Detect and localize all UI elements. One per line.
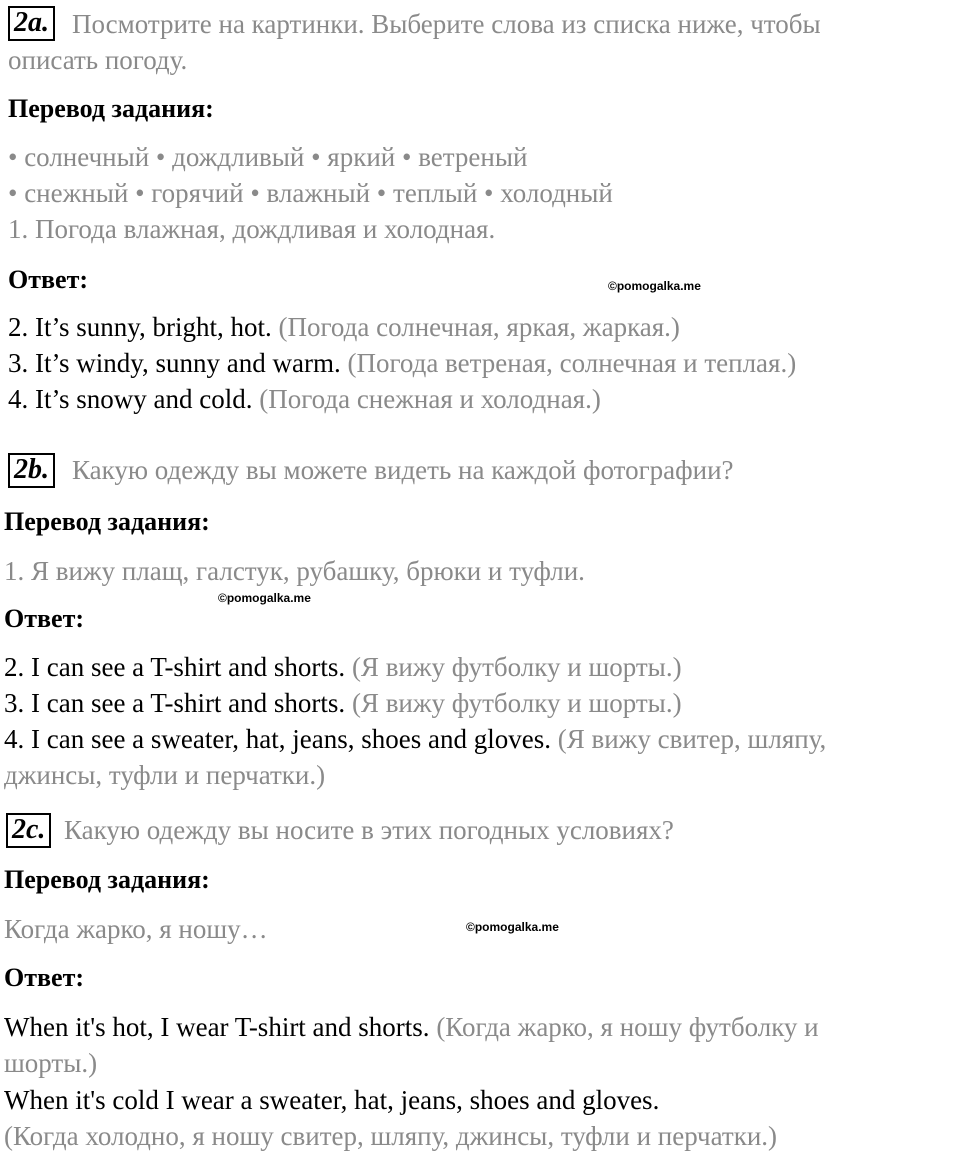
answer-2b-item	[4, 651, 682, 683]
answer-2c-cold-russian: (Когда холодно, я ношу свитер, шляпу, джинсы, туфли и перчатки.)	[4, 1121, 778, 1151]
answer-2c-hot-russian-continued: шорты.)	[4, 1048, 98, 1078]
answer-2a-english: 3. It’s windy, sunny and warm.	[8, 348, 341, 378]
word-list-line1: • солнечный • дождливый • яркий • ветреный	[8, 142, 528, 172]
task-2a-text-line2: описать погоду.	[8, 45, 188, 75]
task-2b-text: Какую одежду вы можете видеть на каждой фотографии?	[72, 455, 734, 485]
answer-2c-hot-english: When it's hot, I wear T-shirt and shorts.	[4, 1012, 430, 1042]
watermark-2b: ©pomogalka.me	[218, 591, 311, 605]
task-2a-text-line1: Посмотрите на картинки. Выберите слова из списка ниже, чтобы	[72, 9, 821, 39]
answer-heading-2b: Ответ:	[4, 604, 85, 633]
answer-2b-russian: (Я вижу футболку и шорты.)	[351, 688, 682, 718]
translation-heading-2c: Перевод задания:	[4, 865, 210, 894]
answer-2a-english: 4. It’s snowy and cold.	[8, 384, 253, 414]
answer-2a-item	[8, 347, 796, 379]
answer-2a-russian: (Погода солнечная, яркая, жаркая.)	[278, 312, 680, 342]
answer-2b-russian: (Я вижу футболку и шорты.)	[351, 652, 682, 682]
task-number-2b: 2b.	[8, 453, 55, 488]
answer-2b-item	[4, 687, 682, 719]
task-2c-text: Какую одежду вы носите в этих погодных условиях?	[64, 815, 674, 845]
task-number-2a: 2a.	[8, 6, 55, 41]
answer-2b-russian: (Я вижу свитер, шляпу,	[557, 724, 827, 754]
answer-heading-2c: Ответ:	[4, 963, 85, 992]
example-2a: 1. Погода влажная, дождливая и холодная.	[8, 214, 496, 244]
word-list-line2: • снежный • горячий • влажный • теплый • холодный	[8, 178, 613, 208]
answer-2b-russian-continued: джинсы, туфли и перчатки.)	[4, 760, 326, 790]
answer-2a-russian: (Погода снежная и холодная.)	[259, 384, 601, 414]
watermark-2a: ©pomogalka.me	[608, 279, 701, 293]
answer-2a-item	[8, 383, 601, 415]
answer-2b-english: 3. I can see a T-shirt and shorts.	[4, 688, 346, 718]
translation-heading-2a: Перевод задания:	[8, 94, 214, 123]
answer-2b-item	[4, 723, 826, 755]
watermark-2c: ©pomogalka.me	[466, 920, 559, 934]
answer-heading-2a: Ответ:	[8, 265, 89, 294]
answer-2a-russian: (Погода ветреная, солнечная и теплая.)	[347, 348, 797, 378]
translation-heading-2b: Перевод задания:	[4, 507, 210, 536]
answer-2a-item	[8, 311, 680, 343]
example-2c: Когда жарко, я ношу…	[4, 914, 268, 944]
answer-2c-hot	[4, 1011, 819, 1043]
answer-2c-hot-russian: (Когда жарко, я ношу футболку и	[436, 1012, 819, 1042]
answer-2b-english: 4. I can see a sweater, hat, jeans, shoes and gloves.	[4, 724, 551, 754]
answer-2c-cold-english: When it's cold I wear a sweater, hat, jeans, shoes and gloves.	[4, 1085, 660, 1115]
answer-2a-english: 2. It’s sunny, bright, hot.	[8, 312, 272, 342]
task-number-2c: 2c.	[6, 813, 51, 848]
example-2b: 1. Я вижу плащ, галстук, рубашку, брюки и туфли.	[4, 556, 585, 586]
answer-2b-english: 2. I can see a T-shirt and shorts.	[4, 652, 346, 682]
